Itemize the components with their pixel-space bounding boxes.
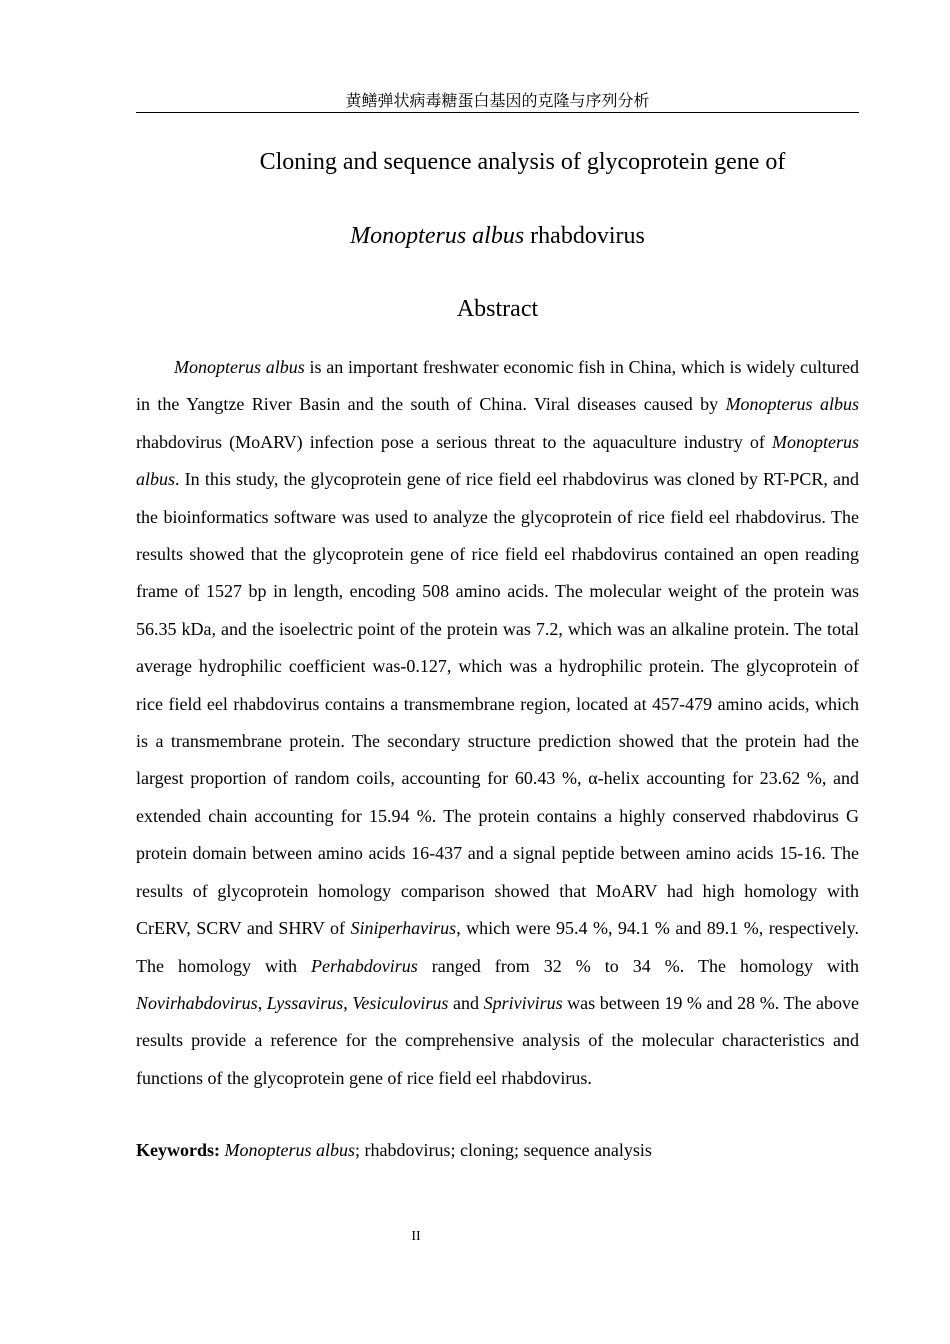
abstract-text-run: , which were 95.4 %, 94.1 % and 89.1 %, respectively. The homology with: [136, 918, 859, 976]
abstract-italic-term: Sprivivirus: [483, 992, 563, 1013]
keyword-species: Monopterus albus: [224, 1140, 355, 1160]
abstract-text-run: ,: [257, 992, 267, 1013]
keywords-label: Keywords:: [136, 1140, 220, 1160]
keywords-rest: ; rhabdovirus; cloning; sequence analysis: [355, 1140, 652, 1160]
abstract-italic-term: Siniperhavirus: [350, 918, 457, 939]
abstract-italic-term: Vesiculovirus: [352, 992, 449, 1013]
abstract-italic-term: Monopterus albus: [136, 431, 859, 490]
running-header: [136, 90, 859, 113]
title-species-name: Monopterus albus: [350, 223, 525, 249]
page-number: II: [411, 1229, 421, 1244]
title-line-2: [136, 221, 859, 251]
abstract-italic-term: Lyssavirus: [266, 992, 344, 1013]
abstract-text-run: ranged from 32 % to 34 %. The homology with: [417, 955, 859, 976]
abstract-italic-term: Novirhabdovirus: [136, 992, 258, 1013]
abstract-italic-term: Monopterus albus: [174, 357, 305, 377]
abstract-italic-term: Perhabdovirus: [311, 955, 418, 976]
abstract-text-run: . In this study, the glycoprotein gene of rice field eel rhabdovirus was cloned by RT-PCR, and the bioinformatics software was used to analyze the glycoprotein of rice field eel rhabdovirus. The results showed that the glycoprotein gene of rice field eel rhabdovirus contained an open reading frame of 1527 bp in length, encoding 508 amino acids. The molecular weight of the protein was 56.35 kDa, and the isoelectric point of the protein was 7.2, which was an alkaline protein. The total average hydrophilic coefficient was-0.127, which was a hydrophilic protein. The glycoprotein of rice field eel rhabdovirus contains a transmembrane region, located at 457-479 amino acids, which is a transmembrane protein. The secondary structure prediction showed that the protein had the largest proportion of random coils, accounting for 60.43 %, α-helix accounting for 23.62 %, and extended chain accounting for 15.94 %. The protein contains a highly conserved rhabdovirus G protein domain between amino acids 16-437 and a signal peptide between amino acids 15-16. The results of glycoprotein homology comparison showed that MoARV had high homology with CrERV, SCRV and SHRV of: [136, 469, 859, 939]
abstract-text-run: was between 19 % and 28 %. The above results provide a reference for the comprehensive analysis of the molecular characteristics and functions of the glycoprotein gene of rice field eel rhabdovirus.: [136, 992, 860, 1088]
title-line-2-rest: rhabdovirus: [524, 223, 645, 249]
abstract-italic-term: Monopterus albus: [725, 394, 859, 415]
abstract-text-run: and: [448, 992, 484, 1013]
keywords-line: [136, 1135, 859, 1165]
abstract-text-run: ,: [343, 992, 353, 1013]
abstract-text-run: rhabdovirus (MoARV) infection pose a serious threat to the aquaculture industry of: [136, 431, 772, 452]
title-line-1: Cloning and sequence analysis of glycoprotein gene of: [259, 149, 786, 175]
abstract-heading: Abstract: [456, 296, 539, 322]
abstract-text-run: is an important freshwater economic fish in China, which is widely cultured in the Yangtze River Basin and the south of China. Viral diseases caused by: [136, 357, 859, 415]
abstract-body: [136, 349, 859, 1097]
running-header-text: 黄鳝弹状病毒糖蛋白基因的克隆与序列分析: [345, 91, 650, 110]
